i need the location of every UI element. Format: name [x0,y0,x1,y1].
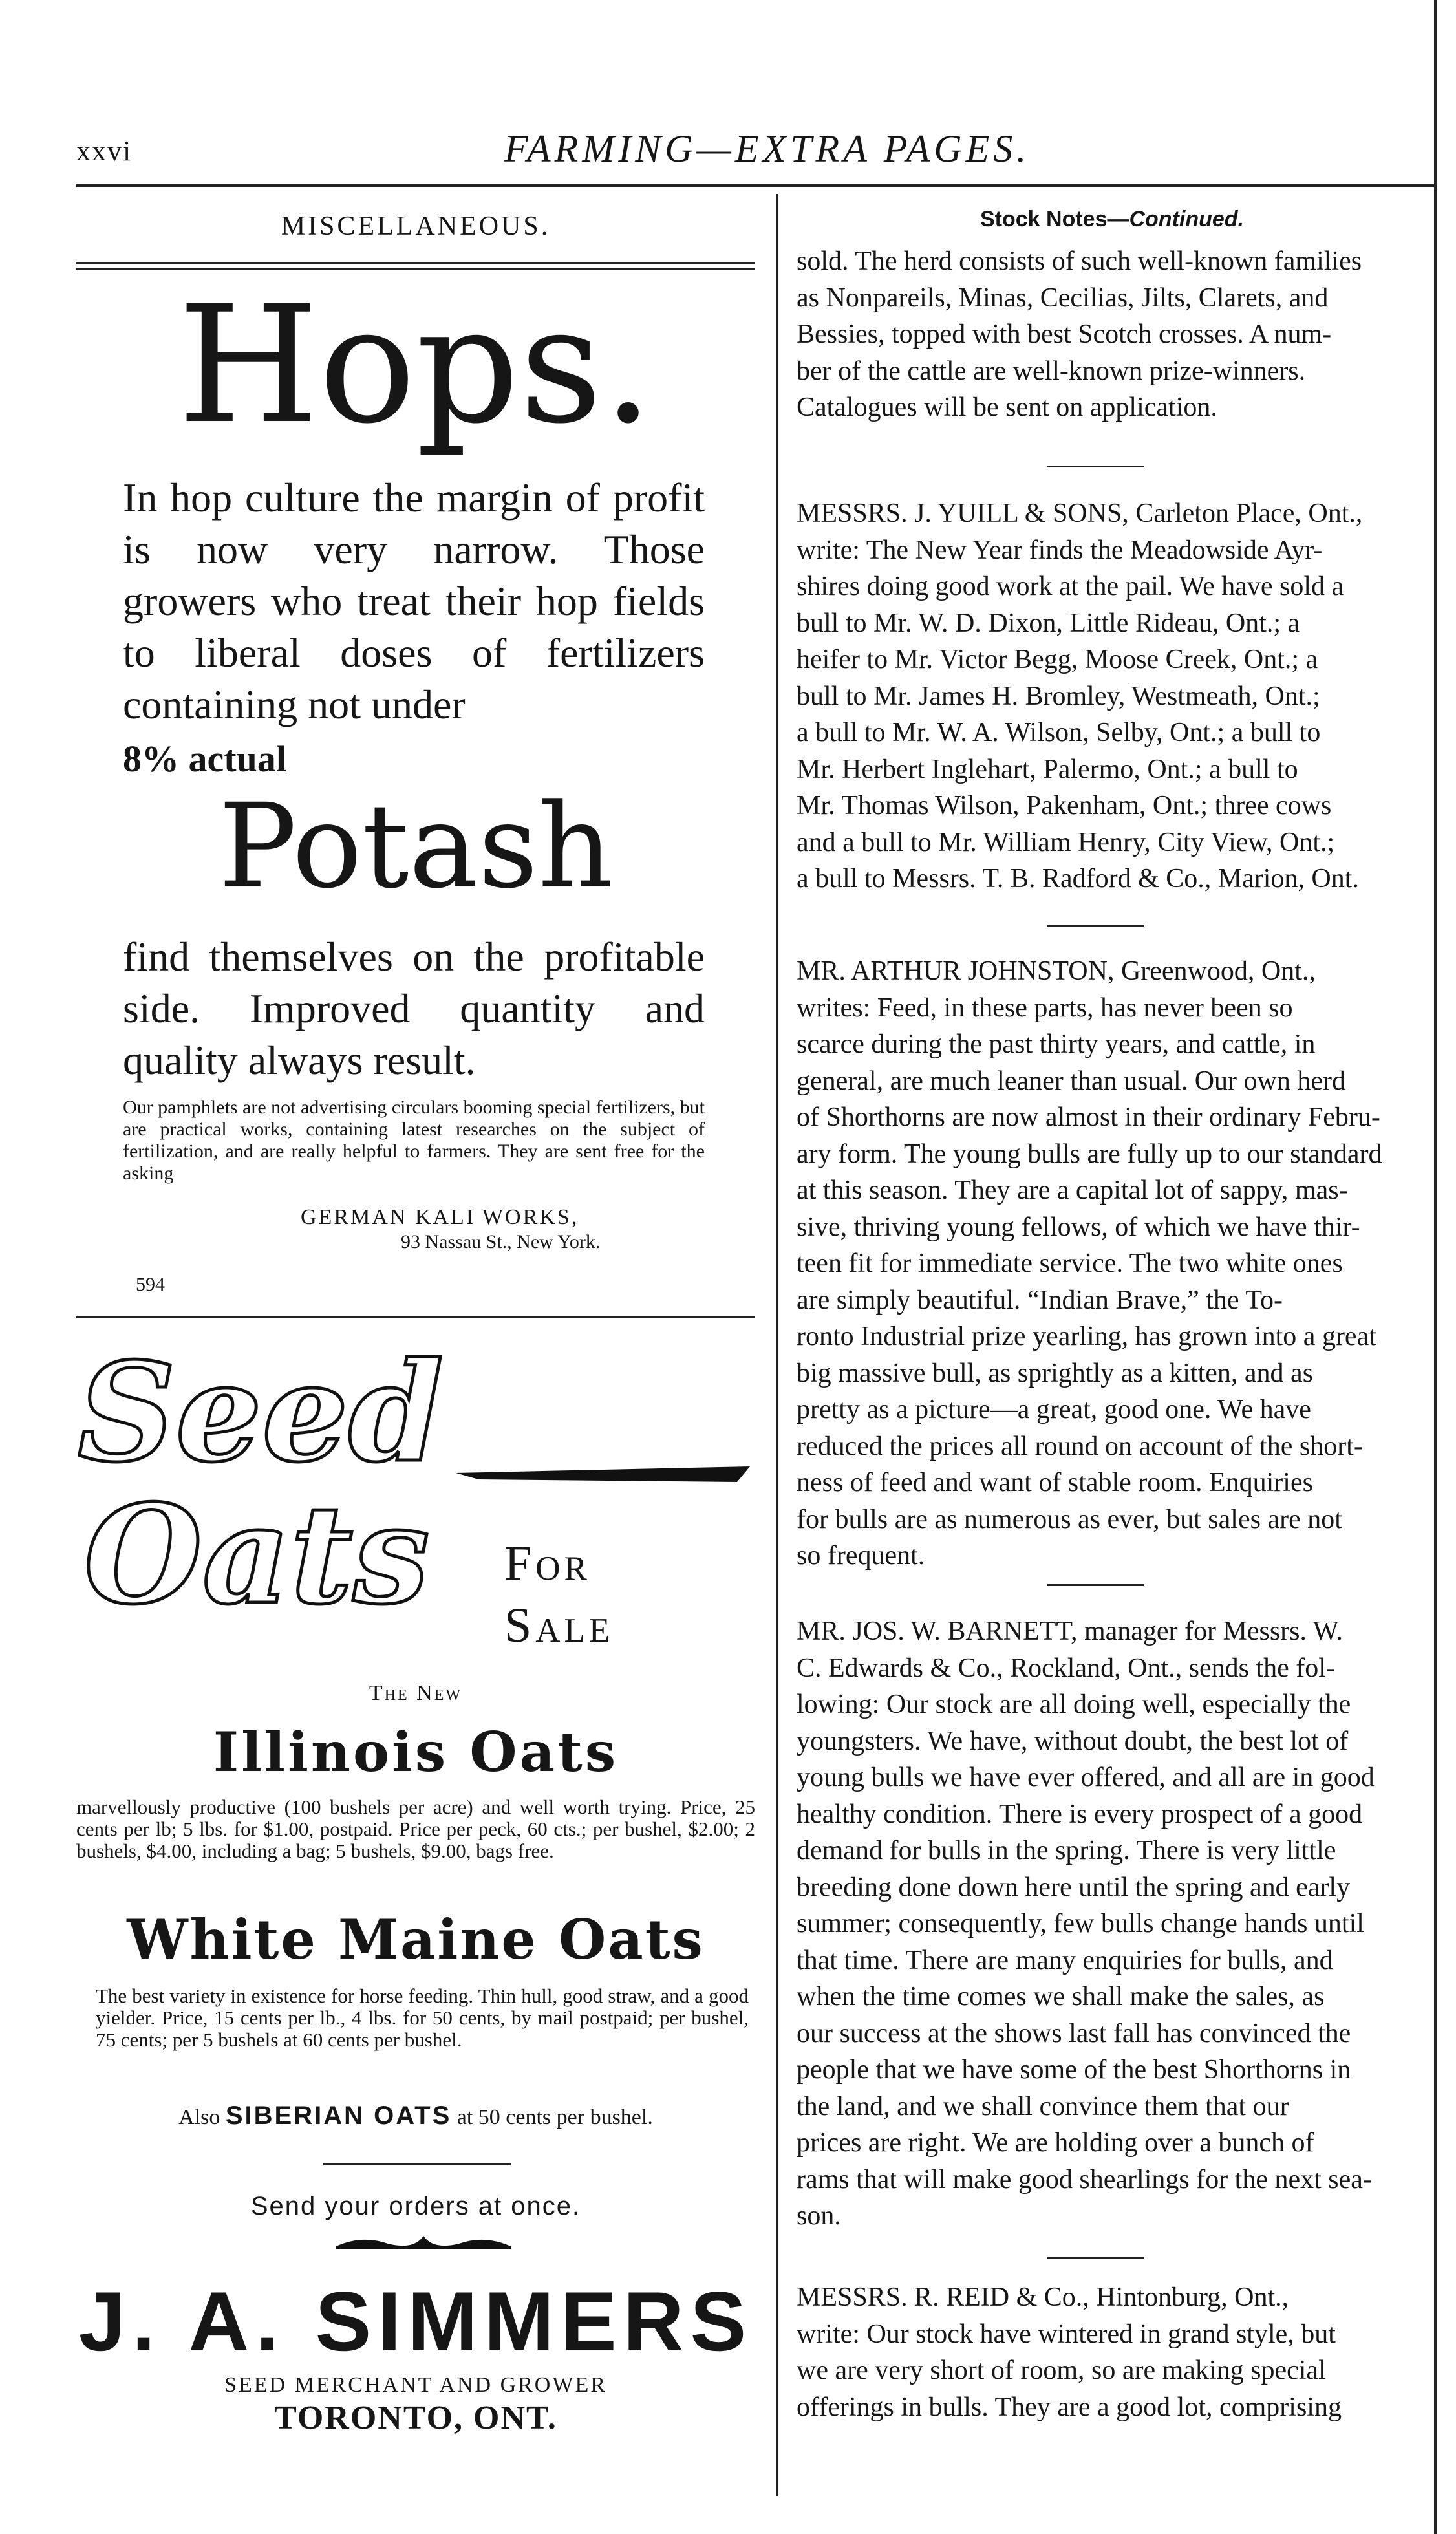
stock-notes-heading-continued: Continued. [1129,207,1245,231]
firm-name: J. A. SIMMERS [78,2274,753,2368]
running-title: FARMING—EXTRA PAGES. [504,127,1031,170]
ad-separator-rule [76,1316,755,1318]
text-line: heifer to Mr. Victor Begg, Moose Creek, Ont.; a [797,645,1318,674]
text-line: a bull to Mr. W. A. Wilson, Selby, Ont.; a bull to [797,718,1321,747]
text-line: MR. JOS. W. BARNETT, manager for Messrs. W. [797,1616,1344,1646]
short-rule [323,2163,511,2165]
note-separator [1047,2257,1144,2259]
text-line: at this season. They are a capital lot of sappy, mas- [797,1176,1348,1205]
illinois-oats-heading: Illinois Oats [213,1720,619,1784]
text-line: are simply beautiful. “Indian Brave,” the To- [797,1285,1283,1315]
text-line: people that we have some of the best Shorthorns in [797,2055,1351,2085]
text-line: demand for bulls in the spring. There is very little [797,1836,1336,1865]
siberian-pre: Also [178,2105,220,2129]
text-line: sold. The herd consists of such well-known families [797,246,1362,276]
text-line: youngsters. We have, without doubt, the best lot of [797,1726,1349,1756]
text-line: bull to Mr. W. D. Dixon, Little Rideau, Ont.; a [797,608,1300,638]
text-line: summer; consequently, few bulls change hands until [797,1909,1364,1938]
header-rule [76,184,1437,187]
page-edge-rule [1434,0,1437,2534]
text-line: write: Our stock have wintered in grand style, but [797,2319,1336,2349]
stock-note-yuill [797,495,1433,897]
text-line: scarce during the past thirty years, and cattle, in [797,1029,1316,1059]
stock-note-johnston [797,953,1433,1574]
text-line: Bessies, topped with best Scotch crosses. A num- [797,319,1332,349]
text-line: MESSRS. J. YUILL & SONS, Carleton Place, Ont., [797,499,1363,528]
text-line: reduced the prices all round on account of the short- [797,1431,1363,1461]
stock-notes-heading-main: Stock Notes— [980,207,1129,231]
hops-ad-body-bottom: find themselves on the profitable side. Improved quantity and quality always result. [123,934,705,1083]
text-line: MR. ARTHUR JOHNSTON, Greenwood, Ont., [797,956,1316,986]
text-line: general, are much leaner than usual. Our own herd [797,1066,1345,1096]
text-line: write: The New Year finds the Meadowside Ayr- [797,535,1323,565]
page-number-roman: xxvi [76,135,133,167]
hops-ad-small-print: Our pamphlets are not advertising circulars booming special fertilizers, but are practical works, containing latest researches on the subject of fertilization, and are really helpful to farmers. They are sent free for the asking [123,1097,705,1184]
text-line: young bulls we have ever offered, and all are in good [797,1763,1375,1792]
text-line: Catalogues will be sent on application. [797,392,1217,422]
for-label: For [504,1536,591,1591]
siberian-oats-line [76,2101,755,2131]
siberian-post: at 50 cents per bushel. [456,2105,653,2129]
text-line: writes: Feed, in these parts, has never been so [797,993,1293,1023]
text-line: teen fit for immediate service. The two white ones [797,1249,1343,1278]
hops-ad-company: GERMAN KALI WORKS, [301,1205,579,1229]
text-line: big massive bull, as sprightly as a kitten, and as [797,1358,1314,1388]
note-separator [1047,925,1144,927]
text-line: shires doing good work at the pail. We have sold a [797,572,1344,601]
decorative-swash [453,1455,756,1494]
text-line: Mr. Herbert Inglehart, Palermo, Ont.; a bull to [797,754,1298,784]
text-line: son. [797,2201,841,2231]
double-rule [76,262,755,270]
ad-number: 594 [136,1274,165,1295]
white-maine-oats-description: The best variety in existence for horse feeding. Thin hull, good straw, and a good yielder. Price, 15 cents per lb., 4 lbs. for 50 cents, by mail postpaid; per bushel, 75 cents; per 5 bushels at 60 cents per bushel. [96,1984,749,2051]
firm-city: TORONTO, ONT. [274,2400,557,2436]
stock-notes-heading [795,207,1429,232]
note-separator [1047,1584,1144,1586]
text-line: of Shorthorns are now almost in their ordinary Febru- [797,1102,1380,1132]
text-line: rams that will make good shearlings for the next sea- [797,2164,1372,2195]
white-maine-oats-heading: White Maine Oats [127,1907,705,1971]
hops-ad-potash: Potash [218,779,614,914]
text-line: C. Edwards & Co., Rockland, Ont., sends the fol- [797,1653,1335,1683]
text-line: prices are right. We are holding over a bunch of [797,2128,1314,2158]
text-line: so frequent. [797,1541,925,1571]
siberian-name: SIBERIAN OATS [225,2101,452,2130]
text-line: we are very short of room, so are making special [797,2356,1326,2385]
stock-note-reid [797,2279,1433,2425]
text-line: ary form. The young bulls are fully up to our standard [797,1139,1382,1169]
text-line: offerings in bulls. They are a good lot, comprising [797,2392,1342,2422]
for-sale-label [504,1532,614,1657]
text-line: ber of the cattle are well-known prize-winners. [797,356,1306,386]
text-line: MESSRS. R. REID & Co., Hintonburg, Ont., [797,2282,1289,2312]
seed-oats-title-oats: Oats [84,1475,430,1635]
text-line: breeding done down here until the spring and early [797,1872,1351,1902]
text-line: when the time comes we shall make the sales, as [797,1982,1325,2012]
text-line: lowing: Our stock are all doing well, especially the [797,1690,1351,1719]
text-line: ronto Industrial prize yearling, has grown into a great [797,1322,1376,1351]
note-separator [1047,466,1144,467]
send-orders-line: Send your orders at once. [250,2192,581,2220]
section-heading-miscellaneous: MISCELLANEOUS. [281,211,551,241]
text-line: pretty as a picture—a great, good one. We have [797,1395,1311,1424]
text-line: the land, and we shall convince them that our [797,2091,1289,2121]
column-divider [776,194,778,2496]
hops-ad-percent: 8% actual [123,738,286,780]
firm-subtitle: SEED MERCHANT AND GROWER [224,2373,607,2397]
illinois-oats-description: marvellously productive (100 bushels per acre) and well worth trying. Price, 25 cents per lb; 5 lbs. for $1.00, postpaid. Price per peck, 60 cts.; per bushel, $2.00; 2 bushels, $4.00, including a bag; 5 bushels, $9.00, bags free. [76,1796,755,1862]
seed-oats-title-seed: Seed [78,1333,444,1492]
sale-label: Sale [504,1598,614,1653]
text-line: that time. There are many enquiries for bulls, and [797,1945,1333,1975]
text-line: as Nonpareils, Minas, Cecilias, Jilts, Clarets, and [797,283,1329,313]
text-line: a bull to Messrs. T. B. Radford & Co., Marion, Ont. [797,864,1359,894]
text-line: ness of feed and want of stable room. Enquiries [797,1468,1313,1498]
hops-ad-address: 93 Nassau St., New York. [401,1231,601,1252]
text-line: healthy condition. There is every prospect of a good [797,1799,1363,1829]
text-line: for bulls are as numerous as ever, but sales are not [797,1504,1342,1534]
hops-ad-body-top: In hop culture the margin of profit is now very narrow. Those growers who treat their hop fields to liberal doses of fertilizers containing not under [123,475,705,727]
stock-note-barnett [797,1613,1433,2235]
text-line: our success at the shows last fall has convinced the [797,2018,1351,2048]
stock-note-paragraph [797,243,1433,426]
the-new-label: The New [369,1681,463,1705]
decorative-ornament [336,2232,511,2251]
hops-ad-title: Hops. [177,271,654,459]
text-line: sive, thriving young fellows, of which we have thir- [797,1212,1360,1242]
text-line: bull to Mr. James H. Bromley, Westmeath, Ont.; [797,681,1320,711]
text-line: Mr. Thomas Wilson, Pakenham, Ont.; three cows [797,791,1332,821]
text-line: and a bull to Mr. William Henry, City View, Ont.; [797,827,1335,857]
